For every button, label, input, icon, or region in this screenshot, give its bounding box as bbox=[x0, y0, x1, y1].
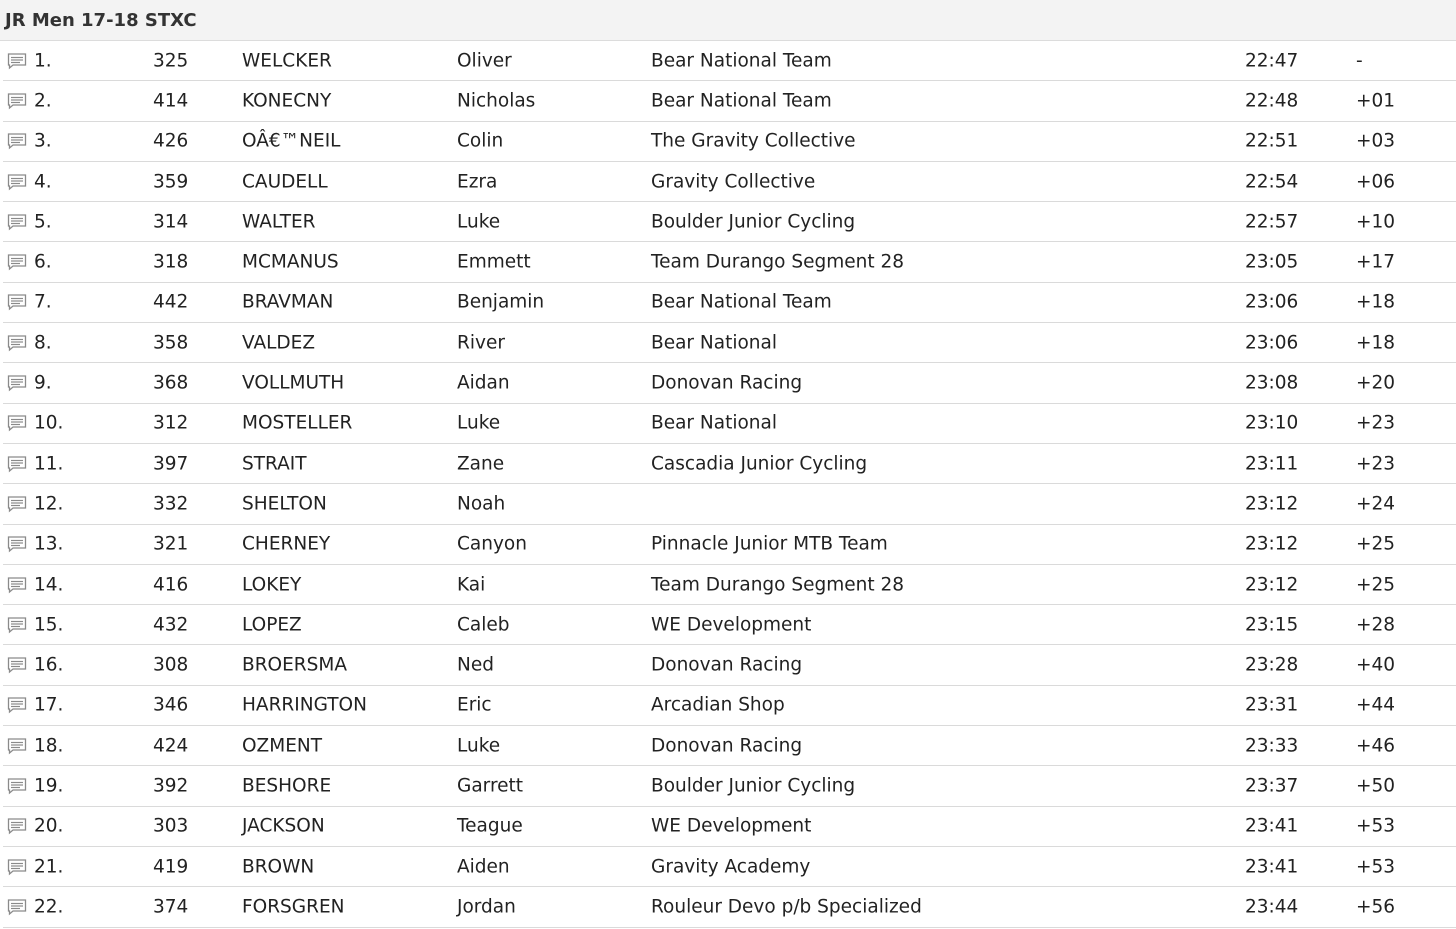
result-row bbox=[3, 323, 1456, 363]
place: 3. bbox=[34, 130, 52, 152]
time-gap: +20 bbox=[1356, 372, 1396, 394]
time-gap: +46 bbox=[1356, 735, 1396, 757]
comment-icon[interactable] bbox=[7, 52, 27, 69]
comment-icon[interactable] bbox=[7, 133, 27, 150]
comment-icon[interactable] bbox=[7, 375, 27, 392]
time-gap: +01 bbox=[1356, 90, 1396, 112]
comment-icon[interactable] bbox=[7, 213, 27, 230]
first-name: Teague bbox=[457, 815, 523, 837]
bib-number: 374 bbox=[153, 896, 189, 918]
first-name: Luke bbox=[457, 735, 501, 757]
finish-time: 22:51 bbox=[1245, 130, 1299, 152]
bib-number: 303 bbox=[153, 815, 189, 837]
last-name: SHELTON bbox=[242, 493, 327, 515]
time-gap: +53 bbox=[1356, 856, 1396, 878]
place: 11. bbox=[34, 453, 64, 475]
time-gap: +17 bbox=[1356, 251, 1396, 273]
team-name: Pinnacle Junior MTB Team bbox=[651, 533, 888, 555]
bib-number: 424 bbox=[153, 735, 189, 757]
first-name: Aiden bbox=[457, 856, 510, 878]
first-name: Luke bbox=[457, 412, 501, 434]
finish-time: 22:47 bbox=[1245, 50, 1299, 72]
place: 22. bbox=[34, 896, 64, 918]
comment-icon[interactable] bbox=[7, 657, 27, 674]
bib-number: 358 bbox=[153, 332, 189, 354]
result-row bbox=[3, 525, 1456, 565]
place: 12. bbox=[34, 493, 64, 515]
comment-icon[interactable] bbox=[7, 495, 27, 512]
team-name: Donovan Racing bbox=[651, 735, 803, 757]
bib-number: 416 bbox=[153, 574, 189, 595]
team-name: Arcadian Shop bbox=[651, 694, 785, 716]
first-name: Noah bbox=[457, 493, 506, 515]
first-name: Kai bbox=[457, 574, 486, 595]
team-name: Cascadia Junior Cycling bbox=[651, 453, 868, 475]
last-name: CHERNEY bbox=[242, 533, 331, 555]
category-header bbox=[0, 0, 1456, 41]
bib-number: 332 bbox=[153, 493, 189, 515]
finish-time: 23:11 bbox=[1245, 453, 1299, 475]
time-gap: +23 bbox=[1356, 453, 1396, 475]
place: 7. bbox=[34, 291, 52, 313]
place: 2. bbox=[34, 90, 52, 112]
result-row bbox=[3, 887, 1456, 927]
bib-number: 308 bbox=[153, 654, 189, 676]
first-name: Canyon bbox=[457, 533, 527, 555]
last-name: BROWN bbox=[242, 856, 315, 878]
last-name: MOSTELLER bbox=[242, 412, 353, 434]
team-name: Bear National Team bbox=[651, 291, 832, 313]
last-name: STRAIT bbox=[242, 453, 307, 475]
bib-number: 426 bbox=[153, 130, 189, 152]
last-name: VALDEZ bbox=[242, 332, 316, 354]
team-name: Bear National bbox=[651, 412, 777, 434]
place: 13. bbox=[34, 533, 64, 555]
results-list bbox=[0, 41, 1456, 928]
team-name: WE Development bbox=[651, 614, 812, 636]
result-row bbox=[3, 363, 1456, 403]
time-gap: +10 bbox=[1356, 211, 1396, 233]
result-row bbox=[3, 162, 1456, 202]
place: 8. bbox=[34, 332, 52, 354]
finish-time: 23:15 bbox=[1245, 614, 1299, 636]
finish-time: 23:10 bbox=[1245, 412, 1299, 434]
team-name: Donovan Racing bbox=[651, 372, 803, 394]
first-name: Eric bbox=[457, 694, 492, 716]
team-name: Donovan Racing bbox=[651, 654, 803, 676]
last-name: BRAVMAN bbox=[242, 291, 334, 313]
first-name: Emmett bbox=[457, 251, 531, 273]
last-name: FORSGREN bbox=[242, 896, 345, 918]
bib-number: 432 bbox=[153, 614, 189, 636]
result-row bbox=[3, 283, 1456, 323]
result-row bbox=[3, 202, 1456, 242]
result-row bbox=[3, 645, 1456, 685]
comment-icon[interactable] bbox=[7, 858, 27, 875]
place: 17. bbox=[34, 694, 64, 716]
bib-number: 368 bbox=[153, 372, 189, 394]
time-gap: +18 bbox=[1356, 291, 1396, 313]
team-name: WE Development bbox=[651, 815, 812, 837]
comment-icon[interactable] bbox=[7, 294, 27, 311]
comment-icon[interactable] bbox=[7, 173, 27, 190]
time-gap: +25 bbox=[1356, 533, 1396, 555]
place: 10. bbox=[34, 412, 64, 434]
place: 4. bbox=[34, 171, 52, 193]
comment-icon[interactable] bbox=[7, 254, 27, 271]
time-gap: +44 bbox=[1356, 694, 1396, 716]
result-row bbox=[3, 807, 1456, 847]
last-name: MCMANUS bbox=[242, 251, 339, 273]
team-name: Team Durango Segment 28 bbox=[651, 574, 905, 595]
first-name: Jordan bbox=[457, 896, 516, 918]
result-row bbox=[3, 565, 1456, 605]
time-gap: +50 bbox=[1356, 775, 1396, 797]
time-gap: +28 bbox=[1356, 614, 1396, 636]
last-name: WALTER bbox=[242, 211, 316, 233]
bib-number: 397 bbox=[153, 453, 189, 475]
bib-number: 321 bbox=[153, 533, 189, 555]
bib-number: 325 bbox=[153, 50, 189, 72]
time-gap: +23 bbox=[1356, 412, 1396, 434]
finish-time: 22:54 bbox=[1245, 171, 1299, 193]
first-name: Ned bbox=[457, 654, 494, 676]
place: 6. bbox=[34, 251, 52, 273]
first-name: Colin bbox=[457, 130, 504, 152]
first-name: Ezra bbox=[457, 171, 498, 193]
finish-time: 23:06 bbox=[1245, 332, 1299, 354]
result-row bbox=[3, 444, 1456, 484]
team-name: Bear National Team bbox=[651, 50, 832, 72]
last-name: OÂ€™NEIL bbox=[242, 130, 341, 152]
comment-icon[interactable] bbox=[7, 334, 27, 351]
last-name: WELCKER bbox=[242, 50, 332, 72]
time-gap: +18 bbox=[1356, 332, 1396, 354]
place: 1. bbox=[34, 50, 52, 72]
last-name: BROERSMA bbox=[242, 654, 348, 676]
time-gap: +24 bbox=[1356, 493, 1396, 515]
finish-time: 22:57 bbox=[1245, 211, 1299, 233]
finish-time: 23:28 bbox=[1245, 654, 1299, 676]
comment-icon[interactable] bbox=[7, 415, 27, 432]
first-name: River bbox=[457, 332, 505, 354]
comment-icon[interactable] bbox=[7, 777, 27, 794]
last-name: HARRINGTON bbox=[242, 694, 367, 716]
comment-icon[interactable] bbox=[7, 576, 27, 593]
first-name: Aidan bbox=[457, 372, 510, 394]
result-row bbox=[3, 726, 1456, 766]
place: 21. bbox=[34, 856, 64, 878]
finish-time: 23:06 bbox=[1245, 291, 1299, 313]
time-gap: +06 bbox=[1356, 171, 1396, 193]
first-name: Nicholas bbox=[457, 90, 536, 112]
result-row bbox=[3, 847, 1456, 887]
last-name: JACKSON bbox=[242, 815, 325, 837]
comment-icon[interactable] bbox=[7, 92, 27, 109]
result-row bbox=[3, 122, 1456, 162]
result-row bbox=[3, 605, 1456, 645]
bib-number: 314 bbox=[153, 211, 189, 233]
team-name: Gravity Academy bbox=[651, 856, 811, 878]
team-name: Boulder Junior Cycling bbox=[651, 211, 856, 233]
place: 18. bbox=[34, 735, 64, 757]
time-gap: +25 bbox=[1356, 574, 1396, 595]
time-gap: +53 bbox=[1356, 815, 1396, 837]
team-name: Bear National Team bbox=[651, 90, 832, 112]
team-name: Team Durango Segment 28 bbox=[651, 251, 905, 273]
result-row bbox=[3, 242, 1456, 282]
bib-number: 414 bbox=[153, 90, 189, 112]
bib-number: 419 bbox=[153, 856, 189, 878]
finish-time: 23:37 bbox=[1245, 775, 1299, 797]
first-name: Oliver bbox=[457, 50, 512, 72]
place: 19. bbox=[34, 775, 64, 797]
time-gap: +56 bbox=[1356, 896, 1396, 918]
place: 16. bbox=[34, 654, 64, 676]
finish-time: 23:12 bbox=[1245, 574, 1299, 595]
bib-number: 359 bbox=[153, 171, 189, 193]
bib-number: 346 bbox=[153, 694, 189, 716]
finish-time: 23:08 bbox=[1245, 372, 1299, 394]
last-name: LOPEZ bbox=[242, 614, 302, 636]
bib-number: 318 bbox=[153, 251, 189, 273]
finish-time: 23:31 bbox=[1245, 694, 1299, 716]
team-name: The Gravity Collective bbox=[651, 130, 856, 152]
place: 14. bbox=[34, 574, 64, 595]
comment-icon[interactable] bbox=[7, 455, 27, 472]
finish-time: 23:12 bbox=[1245, 533, 1299, 555]
comment-icon[interactable] bbox=[7, 616, 27, 633]
first-name: Luke bbox=[457, 211, 501, 233]
team-name: Gravity Collective bbox=[651, 171, 816, 193]
team-name: Boulder Junior Cycling bbox=[651, 775, 856, 797]
last-name: KONECNY bbox=[242, 90, 332, 112]
last-name: BESHORE bbox=[242, 775, 332, 797]
last-name: VOLLMUTH bbox=[242, 372, 345, 394]
finish-time: 23:33 bbox=[1245, 735, 1299, 757]
time-gap: - bbox=[1356, 50, 1363, 72]
last-name: LOKEY bbox=[242, 574, 302, 595]
first-name: Garrett bbox=[457, 775, 524, 797]
result-row bbox=[3, 686, 1456, 726]
last-name: OZMENT bbox=[242, 735, 323, 757]
team-name: Bear National bbox=[651, 332, 777, 354]
finish-time: 23:44 bbox=[1245, 896, 1299, 918]
result-row bbox=[3, 404, 1456, 444]
comment-icon[interactable] bbox=[7, 697, 27, 714]
first-name: Caleb bbox=[457, 614, 510, 636]
result-row bbox=[3, 81, 1456, 121]
comment-icon[interactable] bbox=[7, 898, 27, 915]
finish-time: 23:05 bbox=[1245, 251, 1299, 273]
finish-time: 23:41 bbox=[1245, 815, 1299, 837]
place: 9. bbox=[34, 372, 52, 394]
place: 15. bbox=[34, 614, 64, 636]
comment-icon[interactable] bbox=[7, 818, 27, 835]
finish-time: 23:41 bbox=[1245, 856, 1299, 878]
team-name: Rouleur Devo p/b Specialized bbox=[651, 896, 922, 918]
comment-icon[interactable] bbox=[7, 536, 27, 553]
place: 20. bbox=[34, 815, 64, 837]
time-gap: +40 bbox=[1356, 654, 1396, 676]
first-name: Benjamin bbox=[457, 291, 545, 313]
result-row bbox=[3, 41, 1456, 81]
category-title: JR Men 17-18 STXC bbox=[5, 9, 197, 31]
place: 5. bbox=[34, 211, 52, 233]
result-row bbox=[3, 766, 1456, 806]
bib-number: 392 bbox=[153, 775, 189, 797]
finish-time: 22:48 bbox=[1245, 90, 1299, 112]
result-row bbox=[3, 484, 1456, 524]
comment-icon[interactable] bbox=[7, 737, 27, 754]
time-gap: +03 bbox=[1356, 130, 1396, 152]
last-name: CAUDELL bbox=[242, 171, 328, 193]
bib-number: 442 bbox=[153, 291, 189, 313]
first-name: Zane bbox=[457, 453, 505, 475]
finish-time: 23:12 bbox=[1245, 493, 1299, 515]
bib-number: 312 bbox=[153, 412, 189, 434]
